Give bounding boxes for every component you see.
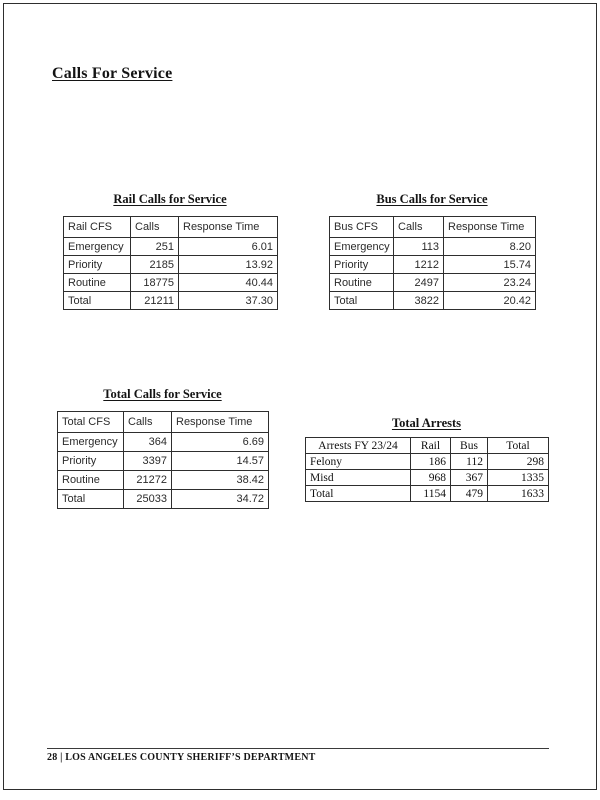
table-cell: 37.30 (179, 292, 278, 310)
table-cell: Routine (64, 274, 131, 292)
table-cell: Priority (58, 452, 124, 471)
footer (47, 752, 316, 763)
table-cell: 186 (411, 454, 451, 470)
column-header: Total CFS (58, 412, 124, 433)
table-row (64, 256, 278, 274)
table-cell: 34.72 (172, 490, 269, 509)
header-row (306, 438, 549, 454)
table-cell: 1154 (411, 486, 451, 502)
column-header: Calls (131, 217, 179, 238)
table-cell: 367 (451, 470, 488, 486)
table-cell: Priority (64, 256, 131, 274)
table-cell: Total (306, 486, 411, 502)
bus-table-title (329, 192, 535, 207)
column-header: Bus (451, 438, 488, 454)
table-cell: 298 (488, 454, 549, 470)
table-cell: 20.42 (444, 292, 536, 310)
table-cell: Priority (330, 256, 394, 274)
column-header: Arrests FY 23/24 (306, 438, 411, 454)
table-row (64, 238, 278, 256)
table-cell: 112 (451, 454, 488, 470)
rail-table-title-text: Rail Calls for Service (113, 192, 227, 206)
table-cell: 14.57 (172, 452, 269, 471)
table-row (330, 292, 536, 310)
table-cell: 38.42 (172, 471, 269, 490)
column-header: Rail CFS (64, 217, 131, 238)
table-row (306, 454, 549, 470)
table-row (58, 471, 269, 490)
footer-rule (47, 748, 549, 749)
table-cell: 3397 (124, 452, 172, 471)
total-cfs-table-title (57, 387, 268, 402)
header-row (330, 217, 536, 238)
total-cfs-table-title-text: Total Calls for Service (103, 387, 222, 401)
table-row (330, 256, 536, 274)
table-cell: 21272 (124, 471, 172, 490)
total-calls-table (57, 411, 269, 509)
table-cell: 1633 (488, 486, 549, 502)
table-cell: Total (58, 490, 124, 509)
table-cell: Emergency (330, 238, 394, 256)
table-cell: 3822 (394, 292, 444, 310)
table-row (306, 470, 549, 486)
table-cell: 15.74 (444, 256, 536, 274)
table-cell: 25033 (124, 490, 172, 509)
table-row (58, 490, 269, 509)
table-cell: 364 (124, 433, 172, 452)
table-cell: Felony (306, 454, 411, 470)
rail-calls-table (63, 216, 278, 310)
arrests-table-title (305, 416, 548, 431)
footer-page-number: 28 (47, 752, 58, 763)
table-cell: 18775 (131, 274, 179, 292)
table-cell: Total (330, 292, 394, 310)
table-row (64, 274, 278, 292)
table-cell: Routine (58, 471, 124, 490)
table-cell: 21211 (131, 292, 179, 310)
column-header: Response Time (444, 217, 536, 238)
header-row (64, 217, 278, 238)
table-cell: 2185 (131, 256, 179, 274)
table-cell: 6.01 (179, 238, 278, 256)
rail-table-title (63, 192, 277, 207)
header-row (58, 412, 269, 433)
table-row (330, 238, 536, 256)
table-row (64, 292, 278, 310)
table-cell: Misd (306, 470, 411, 486)
table-row (58, 433, 269, 452)
table-cell: 1212 (394, 256, 444, 274)
footer-department: LOS ANGELES COUNTY SHERIFF’S DEPARTMENT (65, 752, 316, 763)
table-cell: Routine (330, 274, 394, 292)
table-cell: Total (64, 292, 131, 310)
table-cell: 1335 (488, 470, 549, 486)
table-cell: 113 (394, 238, 444, 256)
column-header: Calls (394, 217, 444, 238)
arrests-table-title-text: Total Arrests (391, 416, 462, 430)
total-arrests-table (305, 437, 549, 502)
table-row (330, 274, 536, 292)
column-header: Response Time (179, 217, 278, 238)
bus-calls-table (329, 216, 536, 310)
bus-table-title-text: Bus Calls for Service (376, 192, 488, 206)
table-cell: 8.20 (444, 238, 536, 256)
table-cell: 968 (411, 470, 451, 486)
column-header: Response Time (172, 412, 269, 433)
table-row (58, 452, 269, 471)
column-header: Total (488, 438, 549, 454)
table-cell: Emergency (58, 433, 124, 452)
table-cell: 6.69 (172, 433, 269, 452)
table-cell: Emergency (64, 238, 131, 256)
table-cell: 251 (131, 238, 179, 256)
column-header: Rail (411, 438, 451, 454)
table-cell: 40.44 (179, 274, 278, 292)
table-cell: 13.92 (179, 256, 278, 274)
table-cell: 2497 (394, 274, 444, 292)
page-title: Calls For Service (52, 65, 173, 82)
footer-separator: | (60, 752, 63, 763)
table-cell: 23.24 (444, 274, 536, 292)
table-row (306, 486, 549, 502)
column-header: Calls (124, 412, 172, 433)
table-cell: 479 (451, 486, 488, 502)
column-header: Bus CFS (330, 217, 394, 238)
